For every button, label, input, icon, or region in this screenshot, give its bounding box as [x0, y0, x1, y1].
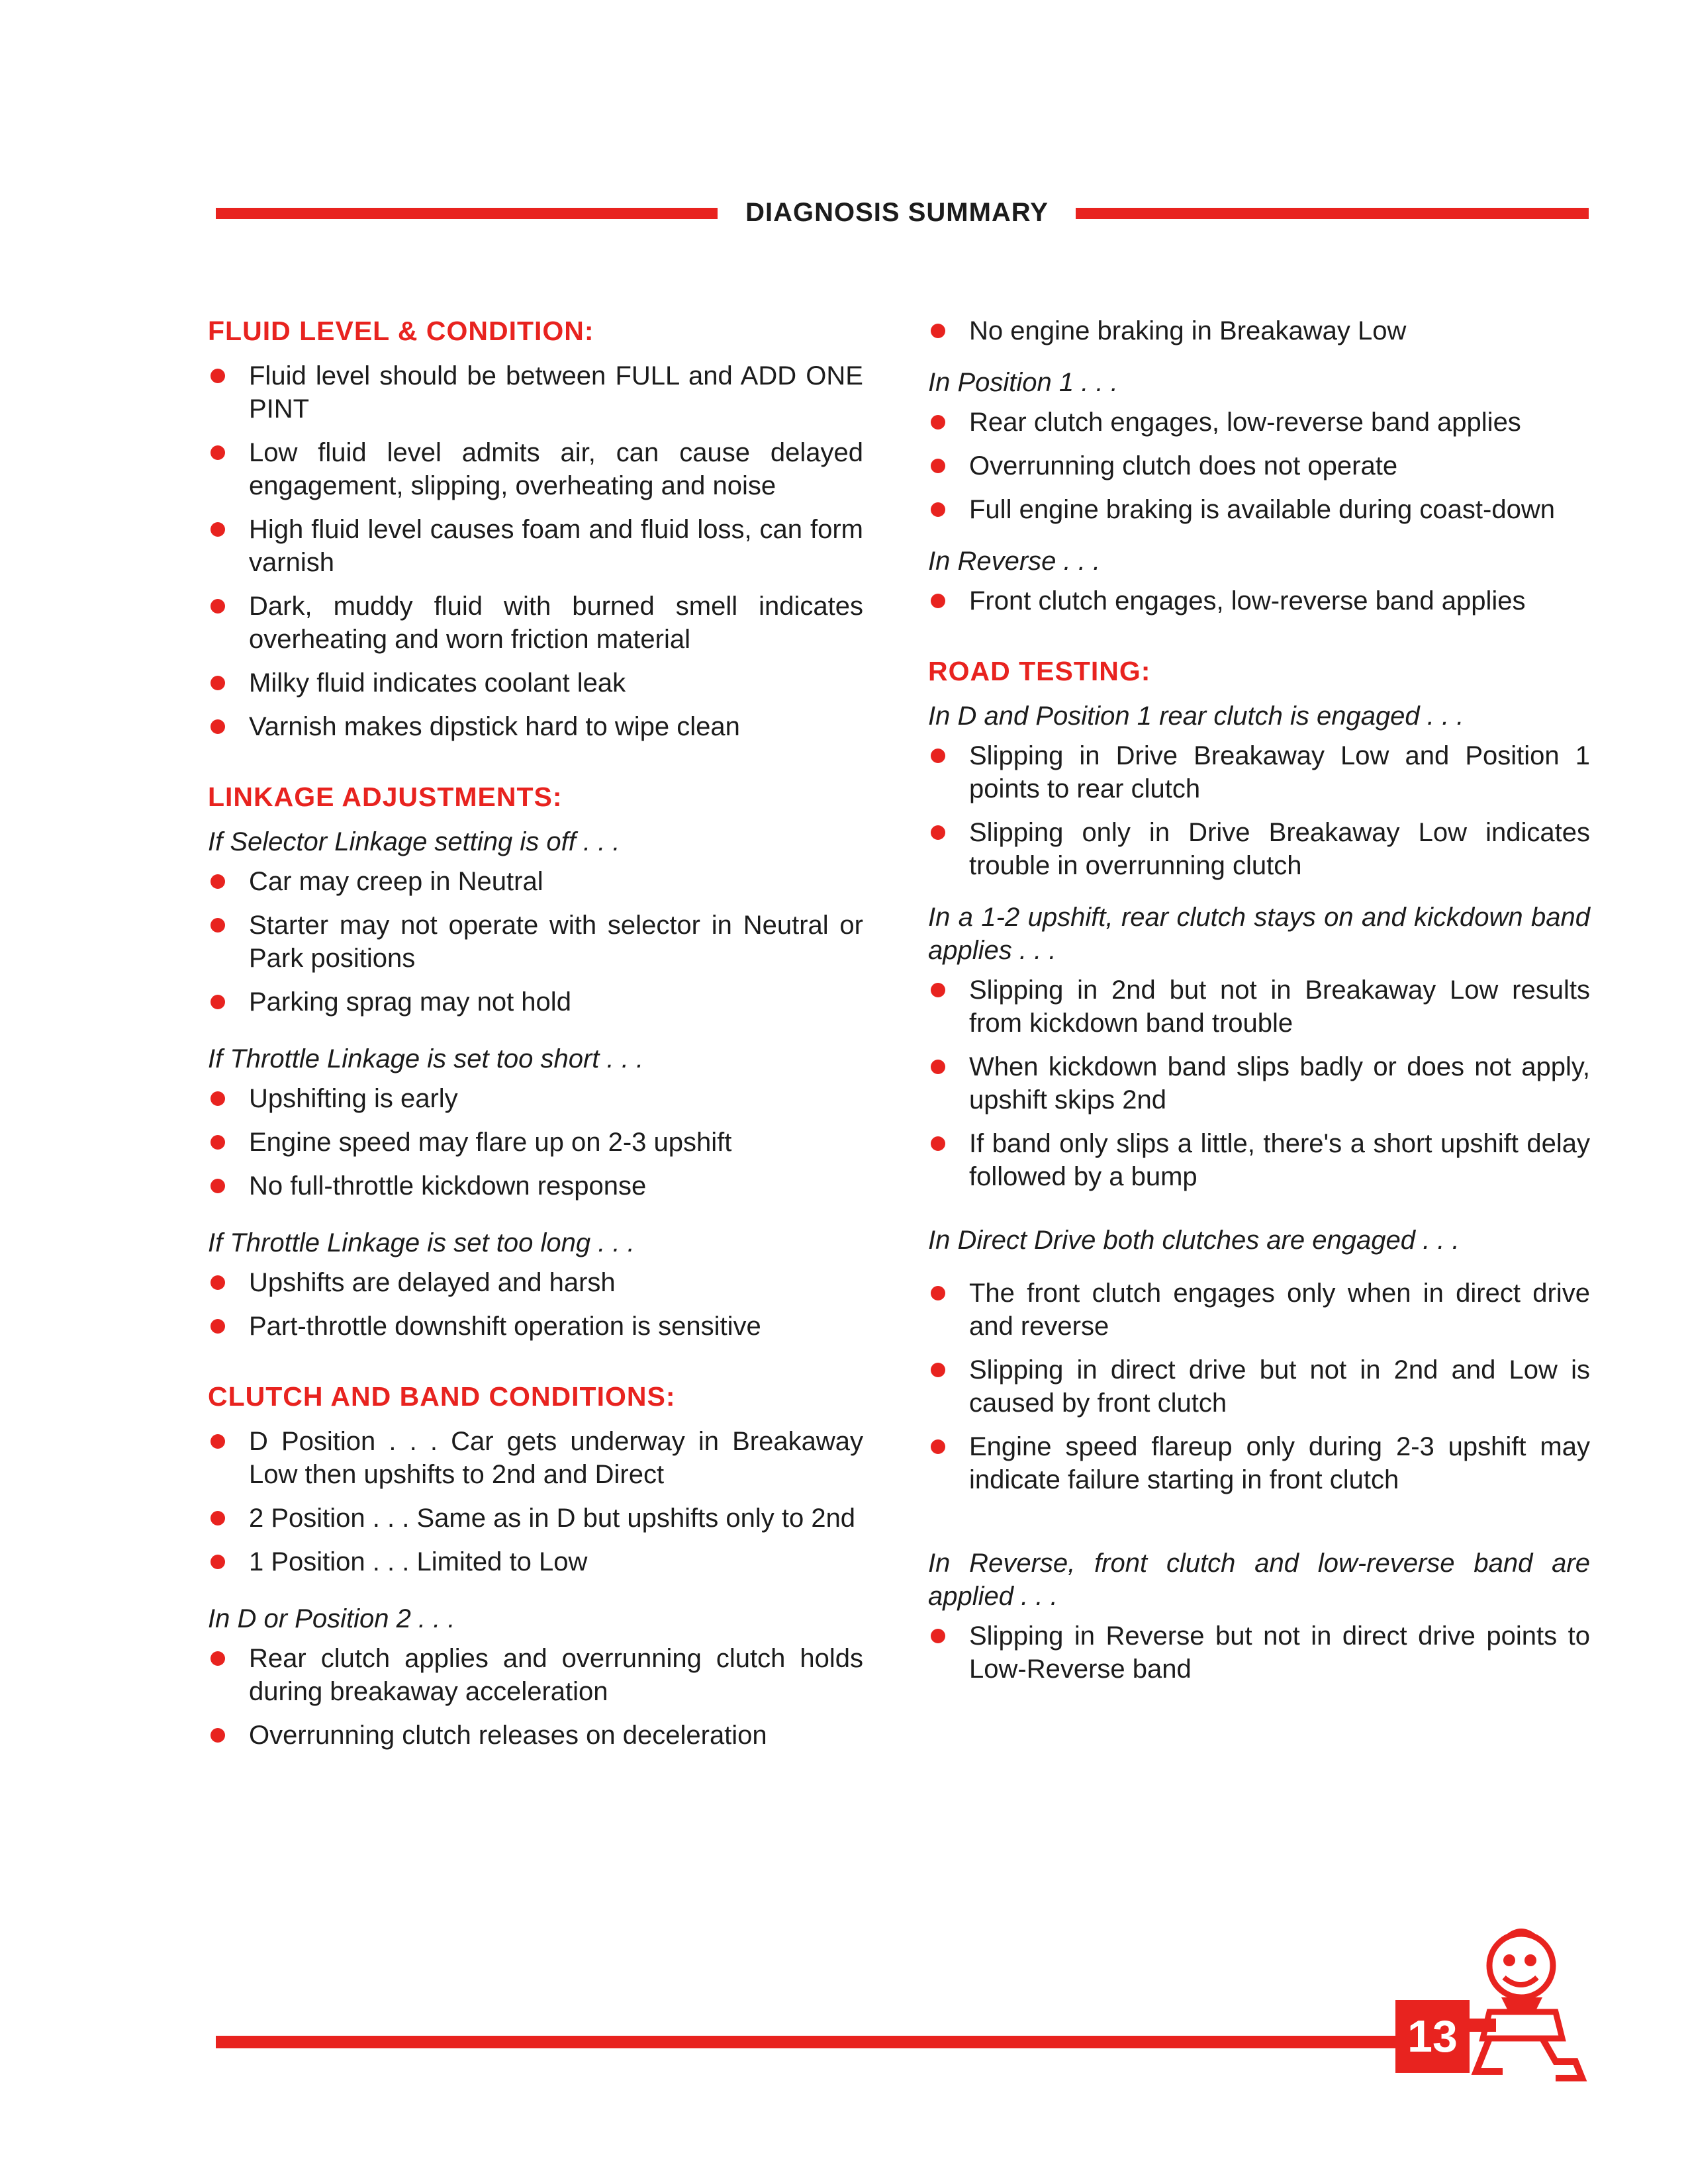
- bullet-icon: [931, 459, 945, 473]
- reverse-list: [928, 584, 1590, 617]
- list-item: Upshifting is early: [208, 1082, 863, 1115]
- bullet-icon: [211, 1275, 225, 1290]
- header-rule-left: [216, 208, 718, 219]
- bullet-icon: [211, 369, 225, 383]
- bullet-icon: [211, 719, 225, 734]
- list-item: No engine braking in Breakaway Low: [928, 314, 1590, 347]
- subheading: If Throttle Linkage is set too short . . .: [208, 1044, 644, 1073]
- road-list-3: [928, 1277, 1590, 1496]
- linkage-list-1: [208, 865, 863, 1019]
- bullet-icon: [931, 825, 945, 840]
- list-item: Slipping in Drive Breakaway Low and Position 1 points to rear clutch: [928, 739, 1590, 805]
- list-item: Slipping in 2nd but not in Breakaway Low results from kickdown band trouble: [928, 974, 1590, 1040]
- bullet-icon: [211, 874, 225, 889]
- road-list-4: [928, 1619, 1590, 1686]
- road-list-2: [928, 974, 1590, 1193]
- bullet-icon: [931, 1439, 945, 1454]
- road-list-1: [928, 739, 1590, 882]
- list-item: Dark, muddy fluid with burned smell indicates overheating and worn friction material: [208, 590, 863, 656]
- bullet-icon: [211, 522, 225, 537]
- subheading: In Position 1 . . .: [928, 368, 1118, 397]
- bullet-icon: [931, 983, 945, 997]
- list-item: High fluid level causes foam and fluid loss, can form varnish: [208, 513, 863, 579]
- position1-list: [928, 406, 1590, 526]
- list-item: 2 Position . . . Same as in D but upshifts only to 2nd: [208, 1502, 863, 1535]
- bullet-icon: [931, 324, 945, 338]
- list-item: 1 Position . . . Limited to Low: [208, 1545, 863, 1578]
- list-item: Parking sprag may not hold: [208, 985, 863, 1019]
- list-item: Overrunning clutch releases on deceleration: [208, 1719, 863, 1752]
- list-item: Milky fluid indicates coolant leak: [208, 666, 863, 700]
- bullet-icon: [211, 1091, 225, 1106]
- list-item: Rear clutch applies and overrunning clutch holds during breakaway acceleration: [208, 1642, 863, 1708]
- list-item: Slipping only in Drive Breakaway Low indicates trouble in overrunning clutch: [928, 816, 1590, 882]
- bullet-icon: [931, 1629, 945, 1643]
- section-heading-linkage: LINKAGE ADJUSTMENTS:: [208, 782, 563, 812]
- bullet-icon: [211, 1135, 225, 1150]
- list-item: When kickdown band slips badly or does not apply, upshift skips 2nd: [928, 1050, 1590, 1116]
- list-item: Part-throttle downshift operation is sensitive: [208, 1310, 863, 1343]
- list-item: No full-throttle kickdown response: [208, 1169, 863, 1203]
- left-column: [208, 314, 863, 1762]
- bullet-icon: [211, 1651, 225, 1666]
- list-item: Slipping in direct drive but not in 2nd and Low is caused by front clutch: [928, 1353, 1590, 1420]
- bullet-icon: [211, 599, 225, 614]
- footer-rule: [216, 2036, 1401, 2048]
- clutch-list-2: [208, 1642, 863, 1752]
- list-item: Rear clutch engages, low-reverse band applies: [928, 406, 1590, 439]
- list-item: Full engine braking is available during coast-down: [928, 493, 1590, 526]
- subheading: In Reverse, front clutch and low-reverse band are applied . . .: [928, 1549, 1590, 1611]
- page-title: DIAGNOSIS SUMMARY: [745, 198, 1049, 227]
- bullet-icon: [931, 1060, 945, 1074]
- bullet-icon: [931, 1286, 945, 1300]
- linkage-list-3: [208, 1266, 863, 1343]
- subheading: In a 1-2 upshift, rear clutch stays on and kickdown band applies . . .: [928, 903, 1590, 965]
- bullet-icon: [211, 1728, 225, 1743]
- list-item: Fluid level should be between FULL and ADD ONE PINT: [208, 359, 863, 426]
- list-item: Upshifts are delayed and harsh: [208, 1266, 863, 1299]
- bullet-icon: [211, 445, 225, 460]
- bullet-icon: [931, 749, 945, 763]
- bullet-icon: [931, 1363, 945, 1377]
- bullet-icon: [211, 676, 225, 690]
- bullet-icon: [211, 1555, 225, 1569]
- page-number: 13: [1395, 2000, 1470, 2073]
- subheading: If Throttle Linkage is set too long . . .: [208, 1228, 635, 1257]
- linkage-list-2: [208, 1082, 863, 1203]
- list-item: Low fluid level admits air, can cause delayed engagement, slipping, overheating and noise: [208, 436, 863, 502]
- bullet-icon: [931, 594, 945, 608]
- right-column: [928, 314, 1590, 1696]
- list-item: The front clutch engages only when in direct drive and reverse: [928, 1277, 1590, 1343]
- section-heading-road-testing: ROAD TESTING:: [928, 656, 1151, 686]
- bullet-icon: [211, 918, 225, 933]
- list-item: Overrunning clutch does not operate: [928, 449, 1590, 482]
- list-item: Engine speed may flare up on 2-3 upshift: [208, 1126, 863, 1159]
- list-item: Starter may not operate with selector in Neutral or Park positions: [208, 909, 863, 975]
- bullet-icon: [931, 1136, 945, 1151]
- list-item: If band only slips a little, there's a short upshift delay followed by a bump: [928, 1127, 1590, 1193]
- list-item: D Position . . . Car gets underway in Breakaway Low then upshifts to 2nd and Direct: [208, 1425, 863, 1491]
- subheading: In D and Position 1 rear clutch is engaged . . .: [928, 702, 1464, 731]
- subheading: In Reverse . . .: [928, 547, 1101, 576]
- bullet-icon: [931, 415, 945, 430]
- mascot-mechanic-icon: [1443, 1919, 1602, 2085]
- header-rule-right: [1076, 208, 1589, 219]
- fluid-list: [208, 359, 863, 743]
- list-item: Varnish makes dipstick hard to wipe clean: [208, 710, 863, 743]
- section-heading-clutch: CLUTCH AND BAND CONDITIONS:: [208, 1381, 676, 1412]
- section-heading-fluid: FLUID LEVEL & CONDITION:: [208, 316, 594, 346]
- bullet-icon: [211, 995, 225, 1009]
- bullet-icon: [211, 1319, 225, 1334]
- bullet-icon: [211, 1434, 225, 1449]
- clutch-list-1: [208, 1425, 863, 1578]
- bullet-icon: [931, 502, 945, 517]
- subheading: In Direct Drive both clutches are engaged . . .: [928, 1226, 1460, 1255]
- bullet-icon: [211, 1179, 225, 1193]
- list-item: Car may creep in Neutral: [208, 865, 863, 898]
- intro-list: [928, 314, 1590, 347]
- list-item: Engine speed flareup only during 2-3 upshift may indicate failure starting in front clutch: [928, 1430, 1590, 1496]
- list-item: Slipping in Reverse but not in direct drive points to Low-Reverse band: [928, 1619, 1590, 1686]
- subheading: If Selector Linkage setting is off . . .: [208, 827, 620, 856]
- bullet-icon: [211, 1511, 225, 1525]
- list-item: Front clutch engages, low-reverse band applies: [928, 584, 1590, 617]
- subheading: In D or Position 2 . . .: [208, 1604, 455, 1633]
